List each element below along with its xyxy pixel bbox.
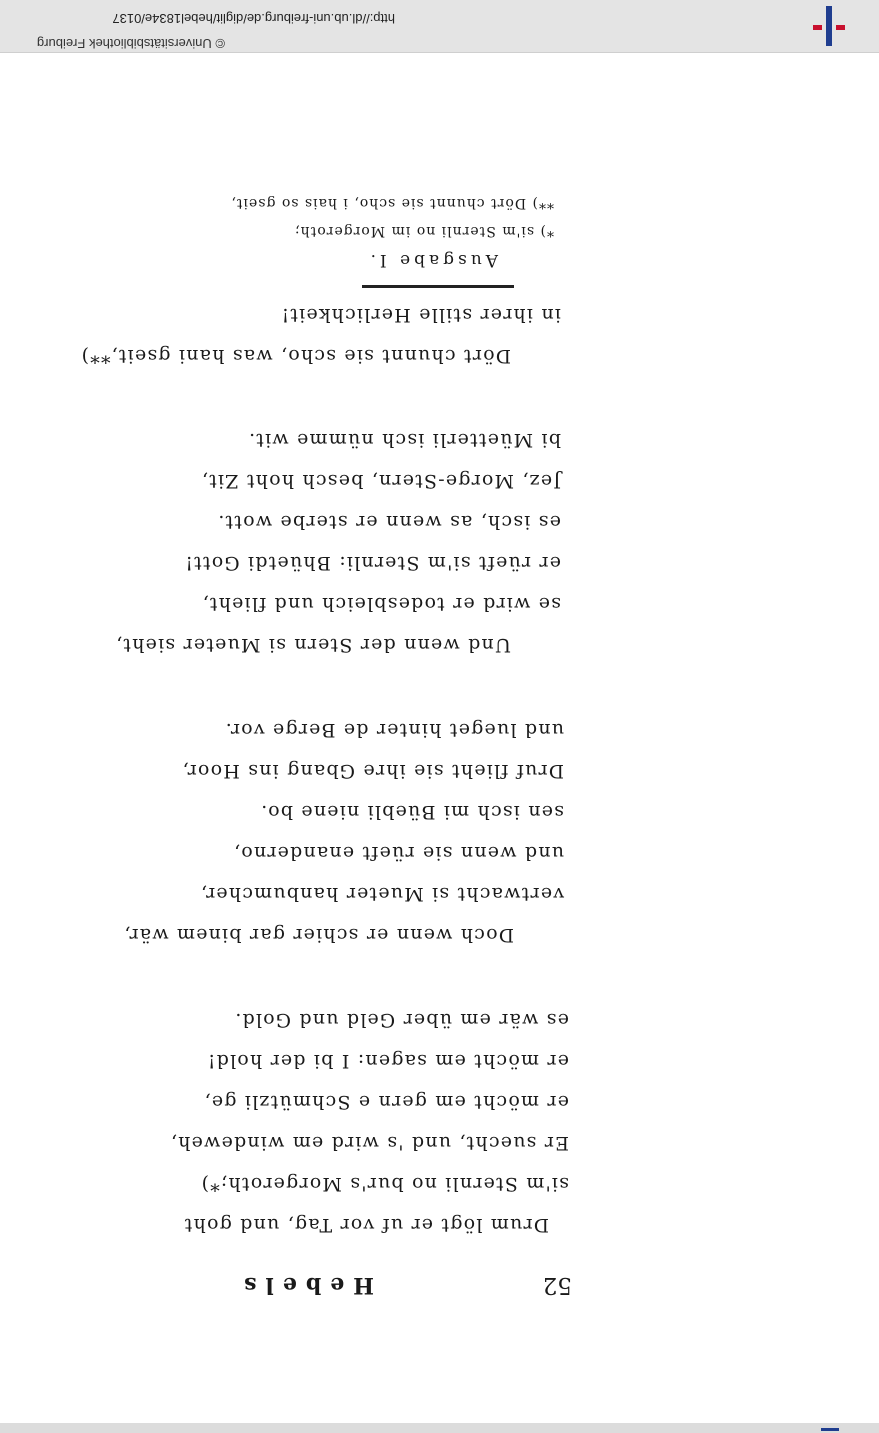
verse-line: Druf flieht sie ihre Gbang ins Hoor,	[181, 760, 564, 782]
verse-line: in ihrer stille Herlichkeit!	[280, 304, 561, 326]
viewer-header	[0, 0, 879, 53]
verse-line: Drum lögt er uf vor Tag, und goht	[183, 1214, 549, 1236]
verse-line: er rüeft si'm Sternli: Bhüetdi Gott!	[184, 552, 561, 574]
footnote: *) si'm Sternli no im Morgeroth;	[293, 223, 554, 239]
verse-line: er möcht em sagen: I bi der hold!	[206, 1050, 569, 1072]
footnote-title: Ausgabe I.	[366, 250, 498, 270]
page-number: 52	[542, 1272, 572, 1298]
verse-line: er möcht em gern e Schmützli ge,	[203, 1091, 569, 1113]
ub-freiburg-logo-icon[interactable]	[807, 6, 851, 46]
verse-line: si'm Sternli no bur's Morgeroth;*)	[200, 1173, 569, 1195]
verse-line: und lueget hinter de Berge vor.	[224, 719, 564, 741]
verse-line: vertwacht si Mueter hanbumcher,	[199, 883, 564, 905]
verse-line: Dört chunnt sie scho, was hani gseit,**)	[80, 345, 511, 367]
document-url[interactable]: http://dl.ub.uni-freiburg.de/diglit/hebel1834e/0137	[112, 11, 395, 26]
footnote-rule	[362, 285, 514, 288]
scanned-page	[0, 53, 879, 1433]
verse-line: Jez, Morge-Stern, besch hoht Zit,	[200, 470, 561, 492]
verse-line: Er suecht, und 's wird em windeweh,	[169, 1132, 569, 1154]
verse-line: es wär em über Geld und Gold.	[234, 1009, 569, 1031]
verse-line: bi Müetterli isch nümme wit.	[247, 429, 561, 451]
verse-line: se wird er todesbleich und flieht,	[201, 593, 561, 615]
verse-line: sen isch mi Büebli niene bo.	[260, 801, 564, 823]
running-head: Hebels	[235, 1272, 374, 1298]
footnote: **) Dört chunnt sie scho, i hais so gseit,	[230, 195, 554, 211]
verse-line: und wenn sie rüeft enanderno,	[232, 842, 564, 864]
verse-line: es isch, as wenn er sterbe wott.	[217, 511, 561, 533]
verse-line: Und wenn der Stern si Mueter sieht,	[114, 634, 511, 656]
copyright-credit: © Universitätsbibliothek Freiburg	[36, 36, 225, 51]
verse-line: Doch wenn er schier gar binem wär,	[123, 924, 514, 946]
